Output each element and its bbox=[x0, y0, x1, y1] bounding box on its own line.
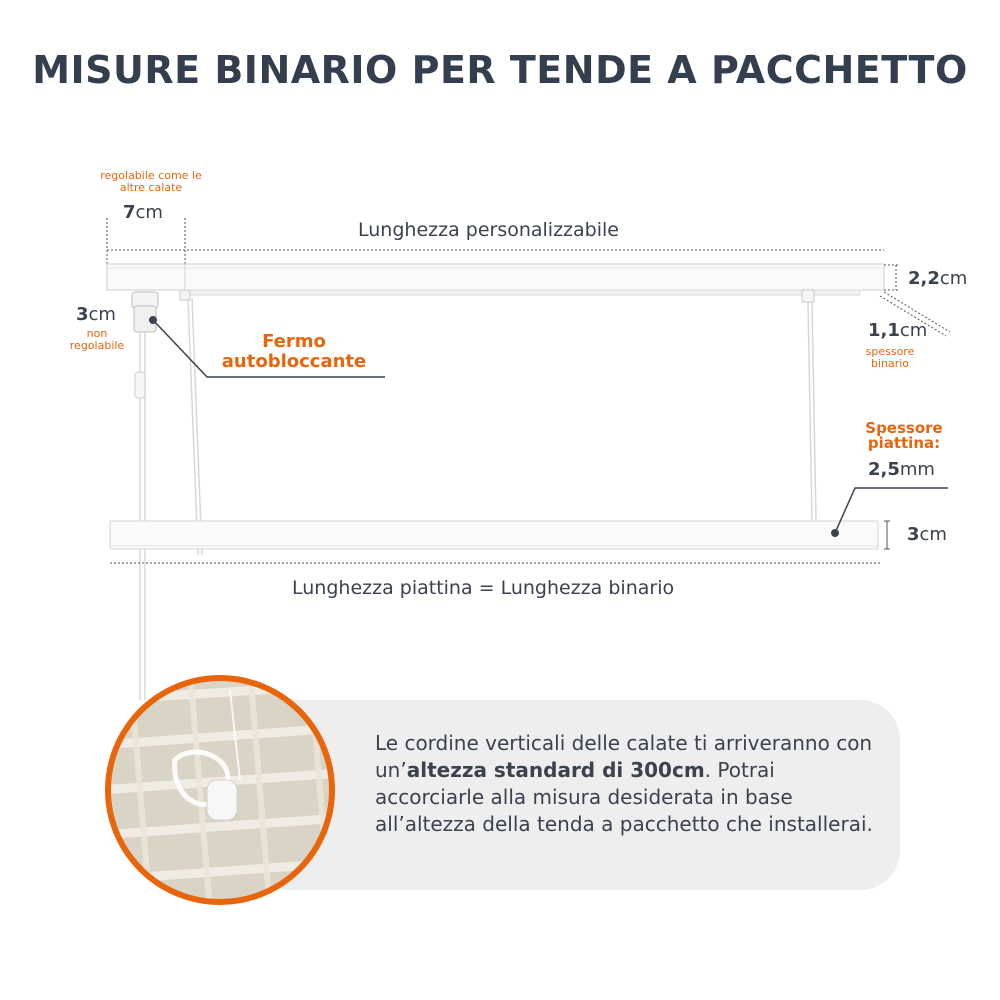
page-title: MISURE BINARIO PER TENDE A PACCHETTO bbox=[32, 48, 968, 92]
side-3-label: 3cm bbox=[76, 304, 116, 325]
bottom-bar bbox=[110, 521, 878, 549]
non-adjustable-note: non regolabile bbox=[69, 327, 125, 352]
rail-thickness-note: spessore binario bbox=[865, 345, 915, 370]
bar-thickness-value: 2,5mm bbox=[868, 459, 935, 480]
rail-thickness-label: 1,1cm bbox=[868, 320, 928, 341]
height-22-label: 2,2cm bbox=[908, 268, 968, 289]
info-text: Le cordine verticali delle calate ti arriveranno con un’altezza standard di 300cm. Potrai accorciarle alla misura desiderata in base all’altezza della tenda a pacchetto che installerai. bbox=[375, 731, 873, 836]
length-custom-label: Lunghezza personalizzabile bbox=[358, 219, 619, 241]
adjustable-note: regolabile come le altre calate bbox=[100, 169, 202, 194]
width-7-label: 7cm bbox=[123, 202, 163, 223]
lift-cord-right bbox=[808, 302, 812, 520]
fermo-label: Fermo autobloccante bbox=[221, 331, 367, 372]
bar-length-label: Lunghezza piattina = Lunghezza binario bbox=[292, 577, 675, 599]
cord-lock bbox=[132, 292, 158, 332]
cord-weight bbox=[135, 372, 145, 398]
bar-height-label: 3cm bbox=[907, 524, 947, 545]
bar-thickness-title: Spessore piattina: bbox=[865, 419, 943, 452]
